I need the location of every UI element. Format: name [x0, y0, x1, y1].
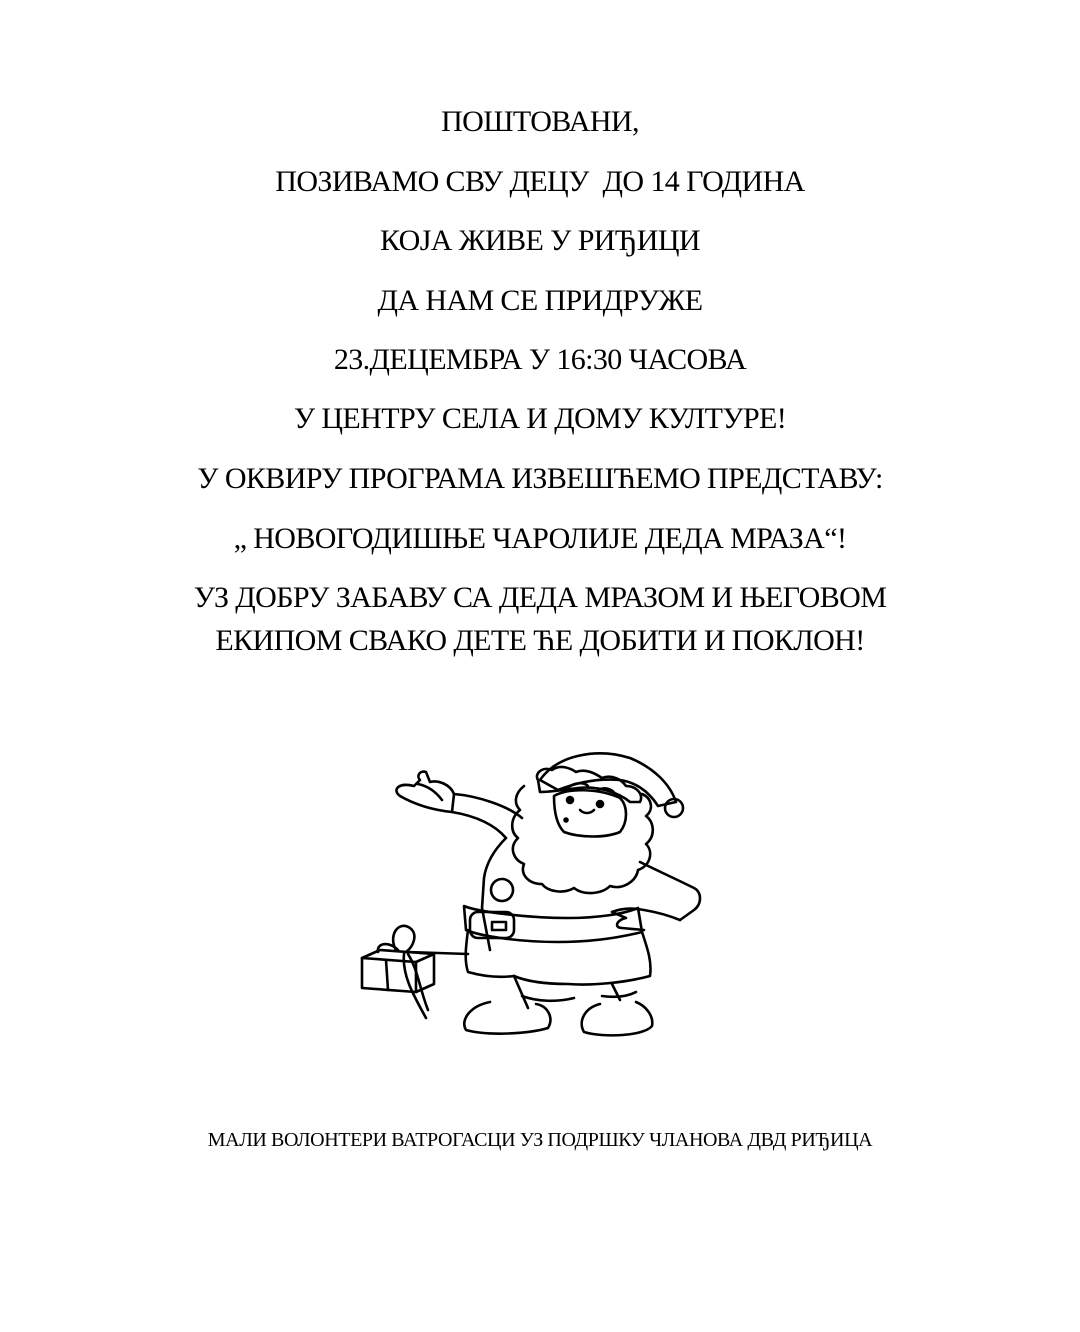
- invitation-line: ДА НАМ СЕ ПРИДРУЖЕ: [377, 284, 703, 317]
- invitation-line: КОЈА ЖИВЕ У РИЂИЦИ: [380, 224, 700, 257]
- santa-with-gift-icon: [358, 740, 708, 1040]
- greeting: ПОШТОВАНИ,: [441, 105, 639, 138]
- event-date-time: 23.ДЕЦЕМБРА У 16:30 ЧАСОВА: [333, 343, 747, 376]
- organizer-footer: МАЛИ ВОЛОНТЕРИ ВАТРОГАСЦИ УЗ ПОДРШКУ ЧЛАНОВА ДВД РИЂИЦА: [207, 1129, 873, 1151]
- invitation-line: ЕКИПОМ СВАКО ДЕТЕ ЋЕ ДОБИТИ И ПОКЛОН!: [215, 624, 865, 657]
- show-title: „ НОВОГОДИШЊЕ ЧАРОЛИЈЕ ДЕДА МРАЗА“!: [233, 522, 847, 555]
- event-location: У ЦЕНТРУ СЕЛА И ДОМУ КУЛТУРЕ!: [293, 402, 787, 435]
- invitation-line: УЗ ДОБРУ ЗАБАВУ СА ДЕДА МРАЗОМ И ЊЕГОВОМ: [193, 581, 887, 614]
- invitation-line: У ОКВИРУ ПРОГРАМА ИЗВЕШЋЕМО ПРЕДСТАВУ:: [197, 462, 883, 495]
- invitation-line: ПОЗИВАМО СВУ ДЕЦУ ДО 14 ГОДИНА: [275, 165, 805, 198]
